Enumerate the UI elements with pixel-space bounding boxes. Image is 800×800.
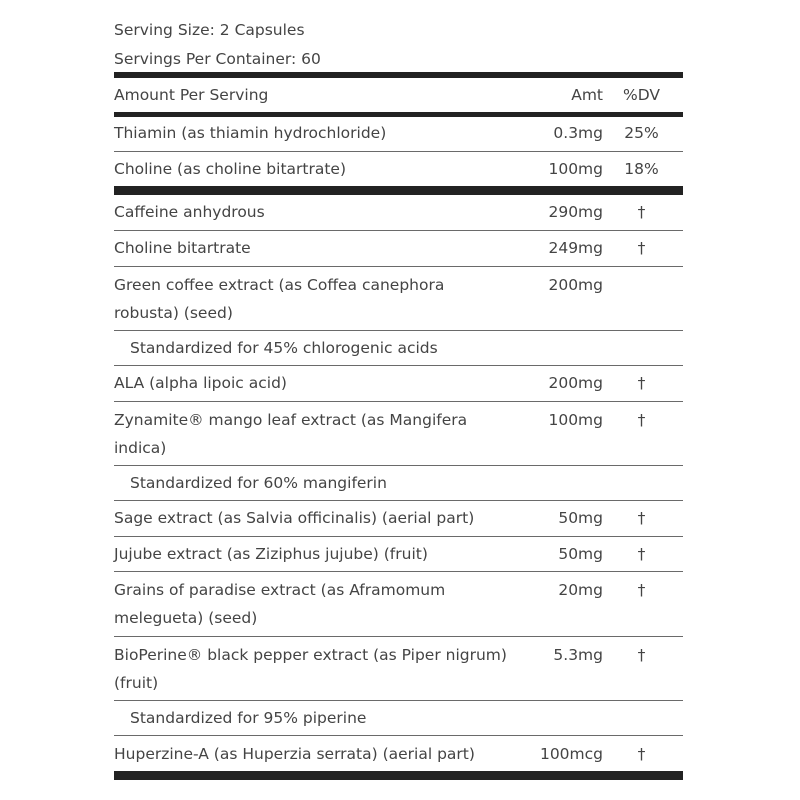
ingredient-amount: 200mg bbox=[548, 276, 603, 294]
ingredient-dv: † bbox=[637, 203, 646, 221]
ingredient-amount: 0.3mg bbox=[553, 124, 603, 142]
ingredient-amount: 249mg bbox=[548, 239, 603, 257]
table-row bbox=[114, 366, 683, 402]
table-row bbox=[114, 152, 683, 186]
ingredient-name: Choline bitartrate bbox=[114, 239, 251, 257]
table-row bbox=[114, 231, 683, 267]
dv-column-header: %DV bbox=[623, 86, 660, 104]
table-row bbox=[114, 537, 683, 572]
ingredient-dv: † bbox=[637, 411, 646, 429]
ingredient-standardization: Standardized for 45% chlorogenic acids bbox=[130, 339, 438, 357]
table-row bbox=[114, 701, 683, 736]
ingredient-name: Zynamite® mango leaf extract (as Mangifera indica) bbox=[114, 411, 468, 457]
section-thick-rule bbox=[114, 186, 683, 195]
ingredient-dv: † bbox=[637, 545, 646, 563]
bottom-thick-rule bbox=[114, 771, 683, 780]
table-row bbox=[114, 501, 683, 537]
table-row bbox=[114, 117, 683, 152]
table-header-row bbox=[114, 78, 683, 112]
ingredient-name: Thiamin (as thiamin hydrochloride) bbox=[114, 124, 387, 142]
ingredient-name: Choline (as choline bitartrate) bbox=[114, 160, 347, 178]
ingredient-name: Green coffee extract (as Coffea canephora robusta) (seed) bbox=[114, 276, 445, 322]
ingredient-amount: 50mg bbox=[558, 545, 603, 563]
ingredient-name: ALA (alpha lipoic acid) bbox=[114, 374, 287, 392]
ingredient-name: BioPerine® black pepper extract (as Piper nigrum) (fruit) bbox=[114, 646, 507, 692]
ingredient-name: Caffeine anhydrous bbox=[114, 203, 265, 221]
ingredient-amount: 5.3mg bbox=[553, 646, 603, 664]
ingredient-amount: 200mg bbox=[548, 374, 603, 392]
table-row bbox=[114, 195, 683, 231]
ingredient-standardization: Standardized for 95% piperine bbox=[130, 709, 367, 727]
ingredient-amount: 50mg bbox=[558, 509, 603, 527]
table-row bbox=[114, 736, 683, 771]
table-row bbox=[114, 267, 683, 331]
ingredient-dv: † bbox=[637, 239, 646, 257]
ingredient-dv: † bbox=[637, 581, 646, 599]
serving-size: Serving Size: 2 Capsules bbox=[114, 21, 305, 39]
ingredient-name: Huperzine-A (as Huperzia serrata) (aerial part) bbox=[114, 745, 475, 763]
ingredient-dv: † bbox=[637, 646, 646, 664]
ingredient-dv: 25% bbox=[624, 124, 659, 142]
ingredient-dv: 18% bbox=[624, 160, 659, 178]
amount-per-serving-label: Amount Per Serving bbox=[114, 86, 269, 104]
ingredient-amount: 100mg bbox=[548, 160, 603, 178]
table-row bbox=[114, 466, 683, 501]
ingredient-name: Jujube extract (as Ziziphus jujube) (fruit) bbox=[114, 545, 428, 563]
ingredient-dv: † bbox=[637, 509, 646, 527]
ingredient-amount: 290mg bbox=[548, 203, 603, 221]
ingredient-amount: 100mg bbox=[548, 411, 603, 429]
table-row bbox=[114, 572, 683, 637]
servings-per-container: Servings Per Container: 60 bbox=[114, 50, 321, 68]
ingredient-amount: 20mg bbox=[558, 581, 603, 599]
ingredient-dv: † bbox=[637, 374, 646, 392]
table-row bbox=[114, 402, 683, 466]
table-row bbox=[114, 331, 683, 366]
table-row bbox=[114, 637, 683, 701]
ingredient-name: Grains of paradise extract (as Aframomum melegueta) (seed) bbox=[114, 581, 446, 627]
ingredient-dv: † bbox=[637, 745, 646, 763]
ingredient-standardization: Standardized for 60% mangiferin bbox=[130, 474, 387, 492]
amt-column-header: Amt bbox=[571, 86, 603, 104]
ingredient-name: Sage extract (as Salvia officinalis) (aerial part) bbox=[114, 509, 475, 527]
ingredient-amount: 100mcg bbox=[539, 745, 603, 763]
